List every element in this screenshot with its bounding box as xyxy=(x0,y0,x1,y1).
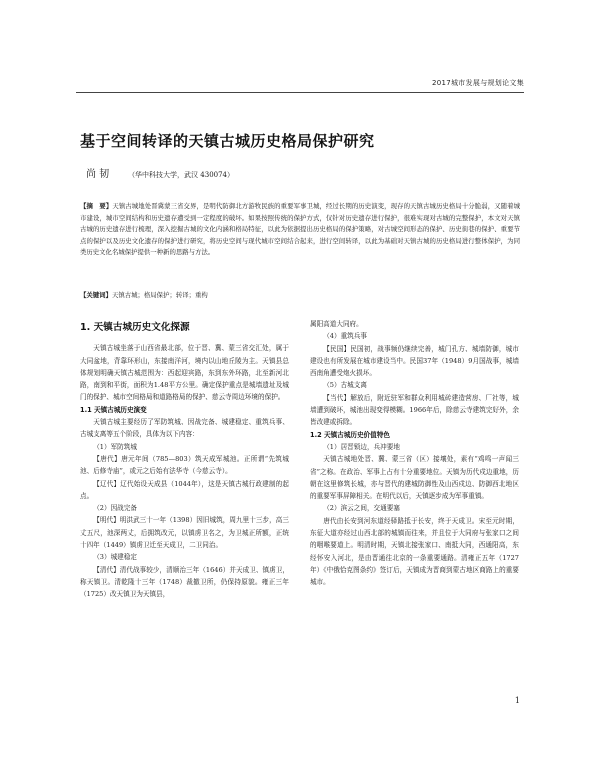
keywords xyxy=(80,290,520,299)
keywords-text: 天镇古城；格局保护；转译；重构 xyxy=(111,291,208,299)
author-name: 尚 韧 xyxy=(86,169,110,180)
stage-5-text: 【当代】解放后，附近驻军和群众利用城砖建造营房、厂社等，城墙遭到破坏，城池出现变得模糊。1966年后，除慈云寺建筑完好外，余皆改建或拆除。 xyxy=(310,393,519,427)
section-1-heading: 1. 天镇古城历史文化探源 xyxy=(80,322,190,333)
running-header: 2017城市发展与规划论文集 xyxy=(431,79,524,87)
right-column xyxy=(310,318,519,589)
stage-1-title: （1）军防筑城 xyxy=(93,442,137,451)
article-title: 基于空间转译的天镇古城历史格局保护研究 xyxy=(80,132,375,150)
stage-1-text-a: 【唐代】唐元年间（785—803）筑天成军城池。正所谓“先筑城池、后修寺庙”，或元之后始有法华寺（今慈云寺）。 xyxy=(80,454,289,476)
value-2-text: 唐代由长安到河东道经驿路抵于长安，终于天成卫。宋至元时期，东征大道亦经过山西北部的城镇而往来，并且位于大同府与张家口之间的咽喉要道上。明清时期，天镇北接张家口、南抵大同，西通阳高，东经怀安入河北，是由晋通往北京的一条重要通路。清雍正五年（1727年）《中俄恰克图条约》签订后，天镇成为晋商到蒙古地区商路上的重要城市。 xyxy=(310,516,519,587)
left-column xyxy=(80,318,289,601)
author-affiliation: （华中科技大学，武汉 430074） xyxy=(128,171,235,179)
stage-1-text-b: 【辽代】辽代始设天成县（1044年），这是天镇古城行政建制的起点。 xyxy=(80,479,289,500)
abstract xyxy=(80,201,520,259)
page-number: 1 xyxy=(514,696,520,705)
value-1-title: （1）居晋锁边，兵冲要地 xyxy=(323,442,400,451)
continued-text: 属阳高道大同府。 xyxy=(310,320,363,328)
header-rule xyxy=(76,92,524,93)
stage-4-text: 【民国】民国初，战事频仍继续完善，城门孔方、城墙防御，城市建设也有所发展在城市建设当中。民国37年（1948）9月国战事，城墙西南角遭受炮火损坏。 xyxy=(310,344,519,378)
abstract-label: 【摘 要】 xyxy=(80,202,113,210)
subsection-1-1-heading: 1.1 天镇古城历史演变 xyxy=(80,405,147,414)
stage-5-title: （5）古城支离 xyxy=(323,381,367,390)
section-1-intro: 天镇古城坐落于山西省最北部，位于晋、冀、蒙三省交汇处，属于大同盆地，背靠环形山，东接南洋河，境内以山地丘陵为主。天镇县总体规划明确天镇古城范围为：西起迎宾路，东到东外环路，北至新河北路，南到和平街，面积为1.48平方公里。确定保护重点是城墙遗址及城门的保护、城市空间格局和道路格局的保护、慈云寺周边环境的保护。 xyxy=(80,344,289,402)
stage-3-title: （3）城建稳定 xyxy=(93,553,137,562)
subsection-1-2-heading: 1.2 天镇古城历史价值特色 xyxy=(310,430,390,439)
value-2-title: （2）滨云之间，交通要塞 xyxy=(323,504,400,513)
abstract-text: 天镇古城地处晋冀蒙三省交界，是明代防御北方游牧民族的重要军事卫城，经过长期的历史演变，现存的天镇古城历史格局十分脆弱，又随着城市建设，城市空间结构和历史遗存遭受到一定程度的破坏。如果按照传统的保护方式，仅针对历史遗存进行保护，很难实现对古城的完整保护，本文对天镇古城的历史遗存进行梳理，深入挖掘古城的文化内涵和格局特征，以此为依据提出历史格局的保护策略，对古城空间形态的保护、历史街巷的保护、重要节点的保护以及历史文化遗存的保护进行研究，将历史空间与现代城市空间结合起来，进行空间转译，以此为基础对天镇古城的历史格局进行整体保护，为同类历史文化名城保护提供一种新的思路与方法。 xyxy=(80,202,520,257)
stage-2-text: 【明代】明洪武三十一年（1398）因旧城筑，周九里十三步，高三丈五尺，池深两丈，后拥筑改元，以镇虏卫名之，为卫城正所额，正统十四年（1449）镇虏卫迁至天成卫，二卫同治。 xyxy=(80,516,289,550)
subsection-1-1-text: 天镇古城主要经历了军防筑城、因战完备、城建稳定、重筑兵事、古城支离等五个阶段，具体为以下内容： xyxy=(80,418,289,439)
stage-2-title: （2）因战完备 xyxy=(93,504,137,513)
value-1-text: 天镇古城地处晋、冀、蒙三省（区）接壤处，素有“鸡鸣一声闻三省”之称。在政治、军事上占有十分重要地位。天镇为历代戍边重地，历朝在这里修筑长城，亦与晋代的建城防御性及山西戍边、防御西北地区的重要军事屏障相关。在明代以后，天镇逐步成为军事重镇。 xyxy=(310,455,519,501)
stage-4-title: （4）重筑兵事 xyxy=(323,332,367,341)
author-line xyxy=(86,165,234,180)
stage-3-text: 【清代】清代战事较少，清顺治三年（1646）并天成卫、镇虏卫，称天镇卫。清乾隆十三年（1748）裁撤卫所，仍保持原貌。雍正三年（1725）改天镇卫为天镇县， xyxy=(80,565,289,599)
keywords-label: 【关键词】 xyxy=(80,291,112,299)
